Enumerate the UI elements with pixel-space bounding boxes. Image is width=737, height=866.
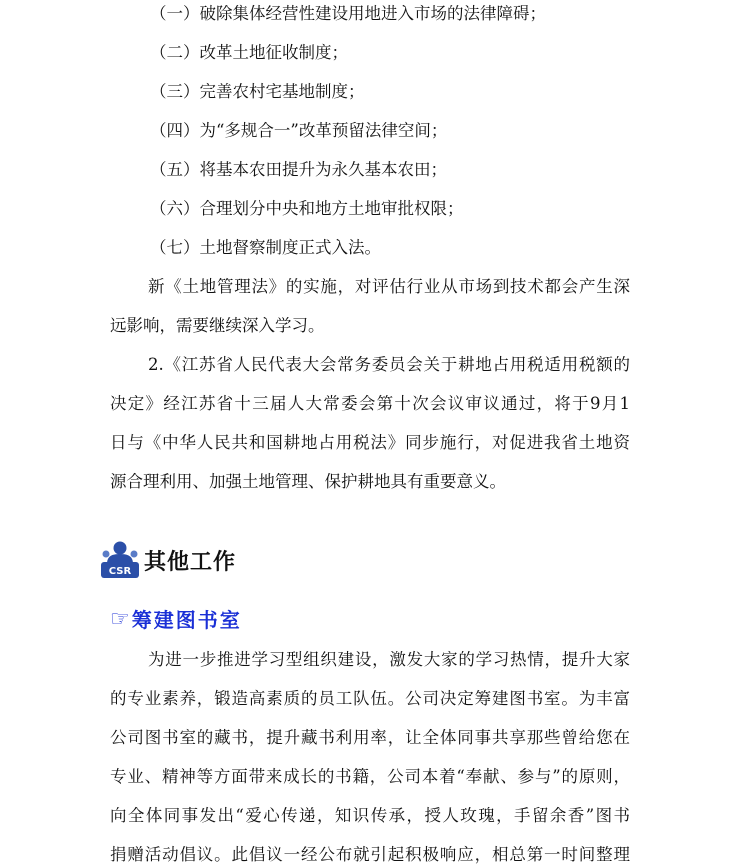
pointing-hand-icon: ☞ (110, 607, 130, 632)
jiangsu-line-4: 源合理利用、加强土地管理、保护耕地具有重要意义。 (110, 472, 506, 491)
reform-item-3: （三）完善农村宅基地制度； (150, 82, 365, 101)
library-line-3: 公司图书室的藏书，提升藏书利用率，让全体同事共享那些曾给您在 (110, 728, 630, 747)
impact-line-1: 新《土地管理法》的实施，对评估行业从市场到技术都会产生深 (148, 277, 630, 296)
impact-line-2: 远影响，需要继续深入学习。 (110, 316, 325, 335)
library-line-4: 专业、精神等方面带来成长的书籍，公司本着“奉献、参与”的原则， (110, 767, 630, 786)
jiangsu-line-1: 2.《江苏省人民代表大会常务委员会关于耕地占用税适用税额的 (148, 355, 630, 374)
jiangsu-line-3: 日与《中华人民共和国耕地占用税法》同步施行，对促进我省土地资 (110, 433, 630, 452)
subsection-heading-library (110, 606, 242, 634)
section-heading-other-work (100, 540, 236, 580)
library-line-6: 捐赠活动倡议。此倡议一经公布就引起积极响应，相总第一时间整理 (110, 845, 630, 864)
reform-item-1: （一）破除集体经营性建设用地进入市场的法律障碍； (150, 4, 546, 23)
csr-icon-label: CSR (108, 566, 132, 577)
csr-people-icon (100, 540, 140, 580)
jiangsu-line-2: 决定》经江苏省十三届人大常委会第十次会议审议通过，将于9月1 (110, 394, 630, 413)
reform-item-5: （五）将基本农田提升为永久基本农田； (150, 160, 447, 179)
reform-item-2: （二）改革土地征收制度； (150, 43, 348, 62)
reform-item-4: （四）为“多规合一”改革预留法律空间； (150, 121, 448, 140)
reform-item-7: （七）土地督察制度正式入法。 (150, 238, 381, 257)
library-line-2: 的专业素养，锻造高素质的员工队伍。公司决定筹建图书室。为丰富 (110, 689, 630, 708)
library-line-1: 为进一步推进学习型组织建设，激发大家的学习热情，提升大家 (148, 650, 630, 669)
section-title: 其他工作 (144, 549, 237, 575)
subsection-title: 筹建图书室 (131, 608, 242, 632)
library-line-5: 向全体同事发出“爱心传递，知识传承，授人玫瑰，手留余香”图书 (110, 806, 630, 825)
reform-item-6: （六）合理划分中央和地方土地审批权限； (150, 199, 464, 218)
